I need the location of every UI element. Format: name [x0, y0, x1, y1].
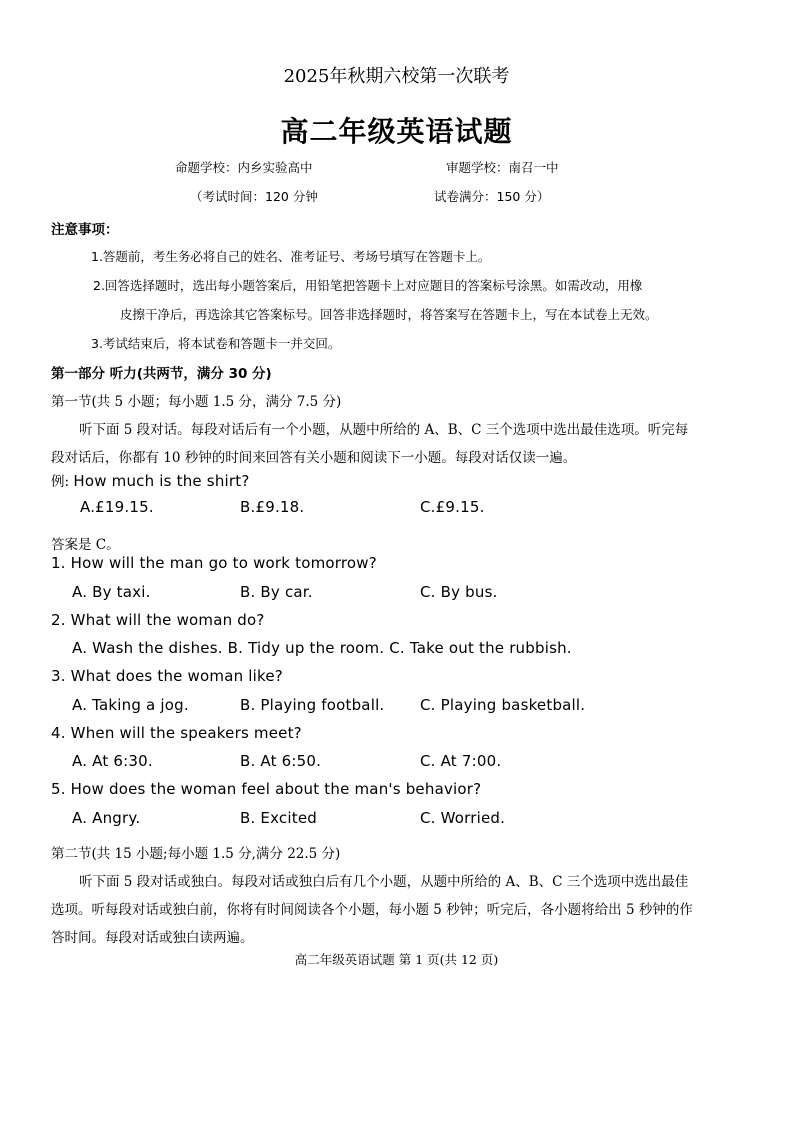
notice-item-2-line-2: 皮擦干净后，再选涂其它答案标号。回答非选择题时，将答案写在答题卡上，写在本试卷上无效。 — [120, 307, 658, 322]
section2-instruction-line-1: 听下面 5 段对话或独白。每段对话或独白后有几个小题，从题中所给的 A、B、C 三个选项中选出最佳 — [79, 874, 689, 890]
notice-item-3: 3.考试结束后，将本试卷和答题卡一并交回。 — [91, 336, 341, 351]
question-1: 1. How will the man go to work tomorrow? — [51, 554, 377, 572]
notice-heading: 注意事项： — [51, 222, 119, 238]
section2-heading: 第二节(共 15 小题;每小题 1.5 分,满分 22.5 分) — [51, 846, 341, 862]
part1-heading: 第一部分 听力(共两节，满分 30 分) — [51, 366, 272, 382]
example-answer: 答案是 C。 — [51, 537, 120, 553]
example-option-a: A.£19.15. — [80, 498, 154, 516]
page-title: 高二年级英语试题 — [280, 115, 513, 148]
q2-options: A. Wash the dishes. B. Tidy up the room. C. Take out the rubbish. — [72, 639, 572, 657]
section1-instruction-line-1: 听下面 5 段对话。每段对话后有一个小题，从题中所给的 A、B、C 三个选项中选出最佳选项。听完每 — [79, 422, 689, 438]
example-line — [51, 470, 250, 490]
q3-option-a: A. Taking a jog. — [72, 696, 189, 714]
q5-option-c: C. Worried. — [420, 809, 506, 827]
section2-instruction-line-3: 答时间。每段对话或独白读两遍。 — [51, 930, 254, 946]
example-option-b: B.£9.18. — [240, 498, 305, 516]
question-3: 3. What does the woman like? — [51, 667, 283, 685]
example-question: How much is the shirt? — [73, 472, 250, 490]
q4-option-b: B. At 6:50. — [240, 752, 322, 770]
reviewer-school: 审题学校：南召一中 — [446, 160, 559, 175]
example-option-c: C.£9.15. — [420, 498, 485, 516]
question-2: 2. What will the woman do? — [51, 611, 265, 629]
q1-option-b: B. By car. — [240, 583, 313, 601]
setter-school: 命题学校：内乡实验高中 — [175, 160, 313, 175]
question-5: 5. How does the woman feel about the man's behavior? — [51, 780, 482, 798]
question-4: 4. When will the speakers meet? — [51, 724, 302, 742]
full-score: 试卷满分：150 分） — [434, 189, 550, 204]
section2-instruction-line-2: 选项。听每段对话或独白前，你将有时间阅读各个小题，每小题 5 秒钟；听完后，各小题将给出 5 秒钟的作 — [51, 902, 693, 918]
q1-option-c: C. By bus. — [420, 583, 498, 601]
notice-item-2-line-1: 2.回答选择题时，选出每小题答案后，用铅笔把答题卡上对应题目的答案标号涂黑。如需改动，用橡 — [93, 278, 643, 293]
exam-name: 2025年秋期六校第一次联考 — [283, 66, 510, 87]
q3-option-b: B. Playing football. — [240, 696, 385, 714]
section1-instruction-line-2: 段对话后，你都有 10 秒钟的时间来回答有关小题和阅读下一小题。每段对话仅读一遍。 — [51, 450, 577, 466]
section1-heading: 第一节(共 5 小题；每小题 1.5 分，满分 7.5 分) — [51, 394, 342, 410]
q5-option-a: A. Angry. — [72, 809, 141, 827]
q4-option-a: A. At 6:30. — [72, 752, 153, 770]
q5-option-b: B. Excited — [240, 809, 317, 827]
page-footer: 高二年级英语试题 第 1 页(共 12 页) — [294, 952, 499, 967]
q1-option-a: A. By taxi. — [72, 583, 151, 601]
time-limit: （考试时间：120 分钟 — [190, 189, 318, 204]
example-label: 例: — [51, 474, 74, 490]
q3-option-c: C. Playing basketball. — [420, 696, 586, 714]
notice-item-1: 1.答题前，考生务必将自己的姓名、准考证号、考场号填写在答题卡上。 — [91, 249, 491, 264]
q4-option-c: C. At 7:00. — [420, 752, 502, 770]
